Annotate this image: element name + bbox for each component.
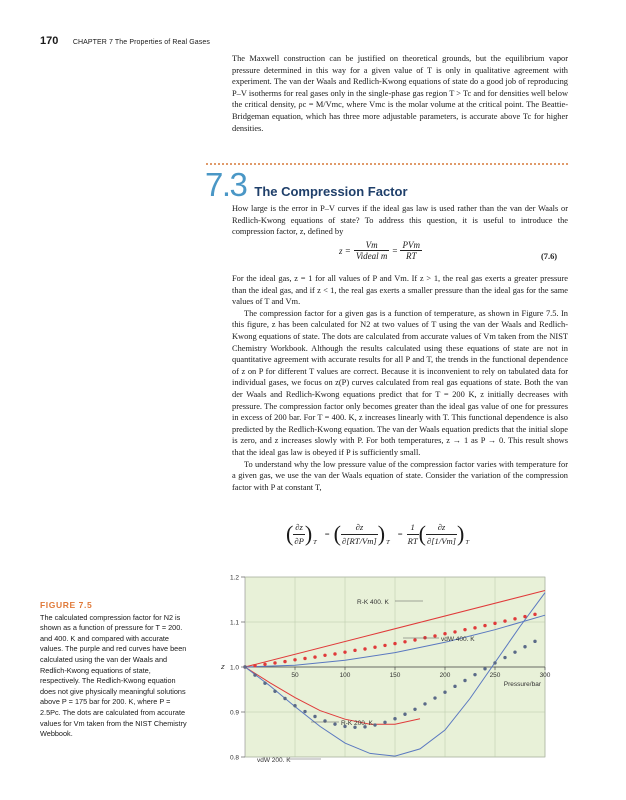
data-point (353, 649, 356, 652)
y-axis-label: z (221, 662, 225, 671)
d1-num: ∂z (295, 522, 303, 533)
data-point (423, 702, 426, 705)
para1-text: How large is the error in P–V curves if the ideal gas law is used rather than the van der Waals or Redlich-Kwong equations of state? To address this question, it is useful to introduce the compression factor, z, defined by (232, 204, 568, 237)
d1-den: ∂P (294, 535, 304, 546)
d3-den: ∂[1/Vm] (426, 535, 457, 546)
eq-frac2-den: RT (405, 251, 417, 261)
eq-equals-2: = (397, 529, 403, 539)
data-point (493, 661, 496, 664)
data-point (373, 646, 376, 649)
figure-label: FIGURE 7.5 (40, 600, 93, 610)
figure-caption-text: The calculated compression factor for N2 is shown as a function of pressure for T = 200. and 400. K and compared with accurate values. The purple and red curves have been calculated using the van der Waals and Redlich-Kwong equations of state, respectively. The Redlich-Kwong equation does not give physically meaningful solutions above P = 175 bar for 200. K, where P = 2.5Pc. The dots are calculated from accurate values for Vm taken from the NIST Chemistry Webbook. (40, 612, 187, 739)
data-point (253, 664, 256, 667)
data-point (463, 628, 466, 631)
d2-num: ∂z (341, 521, 378, 534)
x-tick-label: 100 (339, 672, 351, 679)
data-point (393, 642, 396, 645)
para2-text: For the ideal gas, z = 1 for all values of P and Vm. If z > 1, the real gas exerts a greater pressure than the ideal gas, and if z < 1, the real gas exerts a smaller pressure than the ideal gas for the same values of T and Vm. (232, 274, 568, 307)
data-point (263, 663, 266, 666)
x-axis-label: Pressure/bar (503, 681, 541, 688)
data-point (503, 619, 506, 622)
d3-num: ∂z (426, 521, 457, 534)
page-number: 170 (40, 35, 59, 47)
data-point (523, 615, 526, 618)
intro-text: The Maxwell construction can be justified on theoretical grounds, but the equilibrium vapor pressure determined in this way for a given value of T is only in qualitative agreement with experiment. The van der Waals and Redlich-Kwong equations of state do a good job of reproducing P–V isotherms for real gases only in the single-phase gas region T > Tc and for densities well below the critical density, ρc = M/Vmc, where Vmc is the molar volume at the critical point. The Beattie-Bridgeman equation, which has three more adjustable parameters, is accurate above Tc for higher densities. (232, 54, 568, 133)
data-point (483, 624, 486, 627)
paragraph-block (232, 273, 568, 493)
data-point (273, 661, 276, 664)
data-point (523, 645, 526, 648)
series-annotation: vdW 200. K (257, 757, 291, 764)
data-point (283, 697, 286, 700)
section-title: The Compression Factor (254, 184, 408, 199)
section-rule (206, 163, 568, 165)
data-point (333, 722, 336, 725)
equation-derivative: ( ∂z ) T = ( ∂z ) T = 1 ( ∂z ) T ∂P ∂[RT/Vm] RT ∂[1/Vm] (286, 521, 469, 546)
eq-lhs: z = (339, 245, 351, 256)
running-title: CHAPTER 7 The Properties of Real Gases (72, 39, 210, 46)
data-point (493, 622, 496, 625)
data-point (393, 717, 396, 720)
eq-frac2-num: PVm (402, 240, 420, 250)
x-tick-label: 150 (389, 672, 401, 679)
data-point (443, 632, 446, 635)
data-point (253, 673, 256, 676)
eq-equals: = (392, 245, 398, 256)
x-tick-label: 200 (439, 672, 451, 679)
series-annotation: vdW 400. K (441, 636, 475, 643)
data-point (333, 652, 336, 655)
data-point (343, 650, 346, 653)
data-point (373, 723, 376, 726)
equation-number: (7.6) (541, 252, 558, 261)
d2-sub: T (386, 539, 390, 546)
x-tick-label: 50 (291, 672, 299, 679)
y-tick-label: 1.1 (229, 619, 239, 627)
data-point (483, 667, 486, 670)
y-tick-label: 1.2 (229, 574, 239, 582)
data-point (403, 713, 406, 716)
data-point (323, 654, 326, 657)
data-point (433, 696, 436, 699)
data-point (383, 721, 386, 724)
data-point (453, 630, 456, 633)
para4-text: To understand why the low pressure value of the compression factor varies with temperature for a given gas, we use the van der Waals equation of state. Consider the variation of the compression factor with P at constant T, (232, 459, 568, 492)
data-point (413, 708, 416, 711)
data-point (463, 679, 466, 682)
series-annotation: R-K 200. K (341, 720, 373, 727)
y-tick-label: 0.8 (229, 754, 239, 762)
y-tick-label: 1.0 (229, 664, 239, 672)
running-header (40, 31, 210, 49)
series-annotation: R-K 400. K (357, 599, 389, 606)
d1-sub: T (313, 539, 317, 546)
data-point (303, 657, 306, 660)
x-tick-label: 250 (489, 672, 501, 679)
data-point (473, 673, 476, 676)
para3-text: The compression factor for a given gas is a function of temperature, as shown in Figure 7.5. In this figure, z has been calculated for N2 at two values of T using the van der Waals and Redlich-Kwong equations of state. The dots are calculated from accurate values of Vm taken from the NIST Chemistry Workbook. Although the results calculated using these equations of state are not in quantitative agreement with accurate results for all P and T, the trends in the functional dependence of z on P for different T values are correct. Because it is inconvenient to rely on tabulated data for individual gases, we focus on z(P) curves calculated from real gas equations of state. Both the van der Waals and Redlich-Kwong equations predict that for T = 200 K, z initially decreases with pressure. The compression factor only becomes greater than the ideal gas value of one for pressures in excess of 200 bar. For T = 400. K, z increases linearly with T. This functional dependence is also predicted by the Redlich-Kwong equation. The van der Waals equation predicts that the initial slope is zero, and z increases slowly with P. For both temperatures, z → 1 as P → 0. This result shows that the ideal gas law is obeyed if P is sufficiently small. (232, 308, 568, 457)
data-point (433, 634, 436, 637)
data-point (383, 644, 386, 647)
y-tick-label: 0.9 (229, 709, 239, 717)
equation-7-6 (338, 240, 422, 261)
figure-caption (40, 600, 192, 740)
eq-equals-1: = (324, 529, 330, 539)
data-point (503, 656, 506, 659)
data-point (283, 660, 286, 663)
d2-den: ∂[RT/Vm] (341, 535, 377, 546)
data-point (313, 655, 316, 658)
intro-paragraph (232, 53, 568, 134)
data-point (533, 613, 536, 616)
section-number: 7.3 (205, 166, 247, 203)
data-point (273, 690, 276, 693)
d3-sub: T (465, 539, 469, 546)
data-point (303, 710, 306, 713)
data-point (403, 640, 406, 643)
data-point (513, 617, 516, 620)
paragraph-1 (232, 203, 568, 238)
data-point (443, 691, 446, 694)
eq-frac1-num: Vm (354, 240, 390, 251)
x-tick-label: 300 (539, 672, 551, 679)
data-point (313, 715, 316, 718)
data-point (263, 682, 266, 685)
data-point (413, 638, 416, 641)
data-point (293, 704, 296, 707)
pre-den: RT (407, 535, 418, 546)
data-point (243, 665, 246, 668)
section-heading (205, 166, 408, 203)
data-point (533, 640, 536, 643)
chart-svg (213, 567, 566, 767)
data-point (363, 647, 366, 650)
data-point (513, 650, 516, 653)
pre-num: 1 (407, 521, 419, 534)
compression-factor-chart (213, 567, 566, 767)
data-point (293, 658, 296, 661)
data-point (473, 626, 476, 629)
eq-frac1-den: Videal m (355, 251, 388, 261)
data-point (453, 685, 456, 688)
